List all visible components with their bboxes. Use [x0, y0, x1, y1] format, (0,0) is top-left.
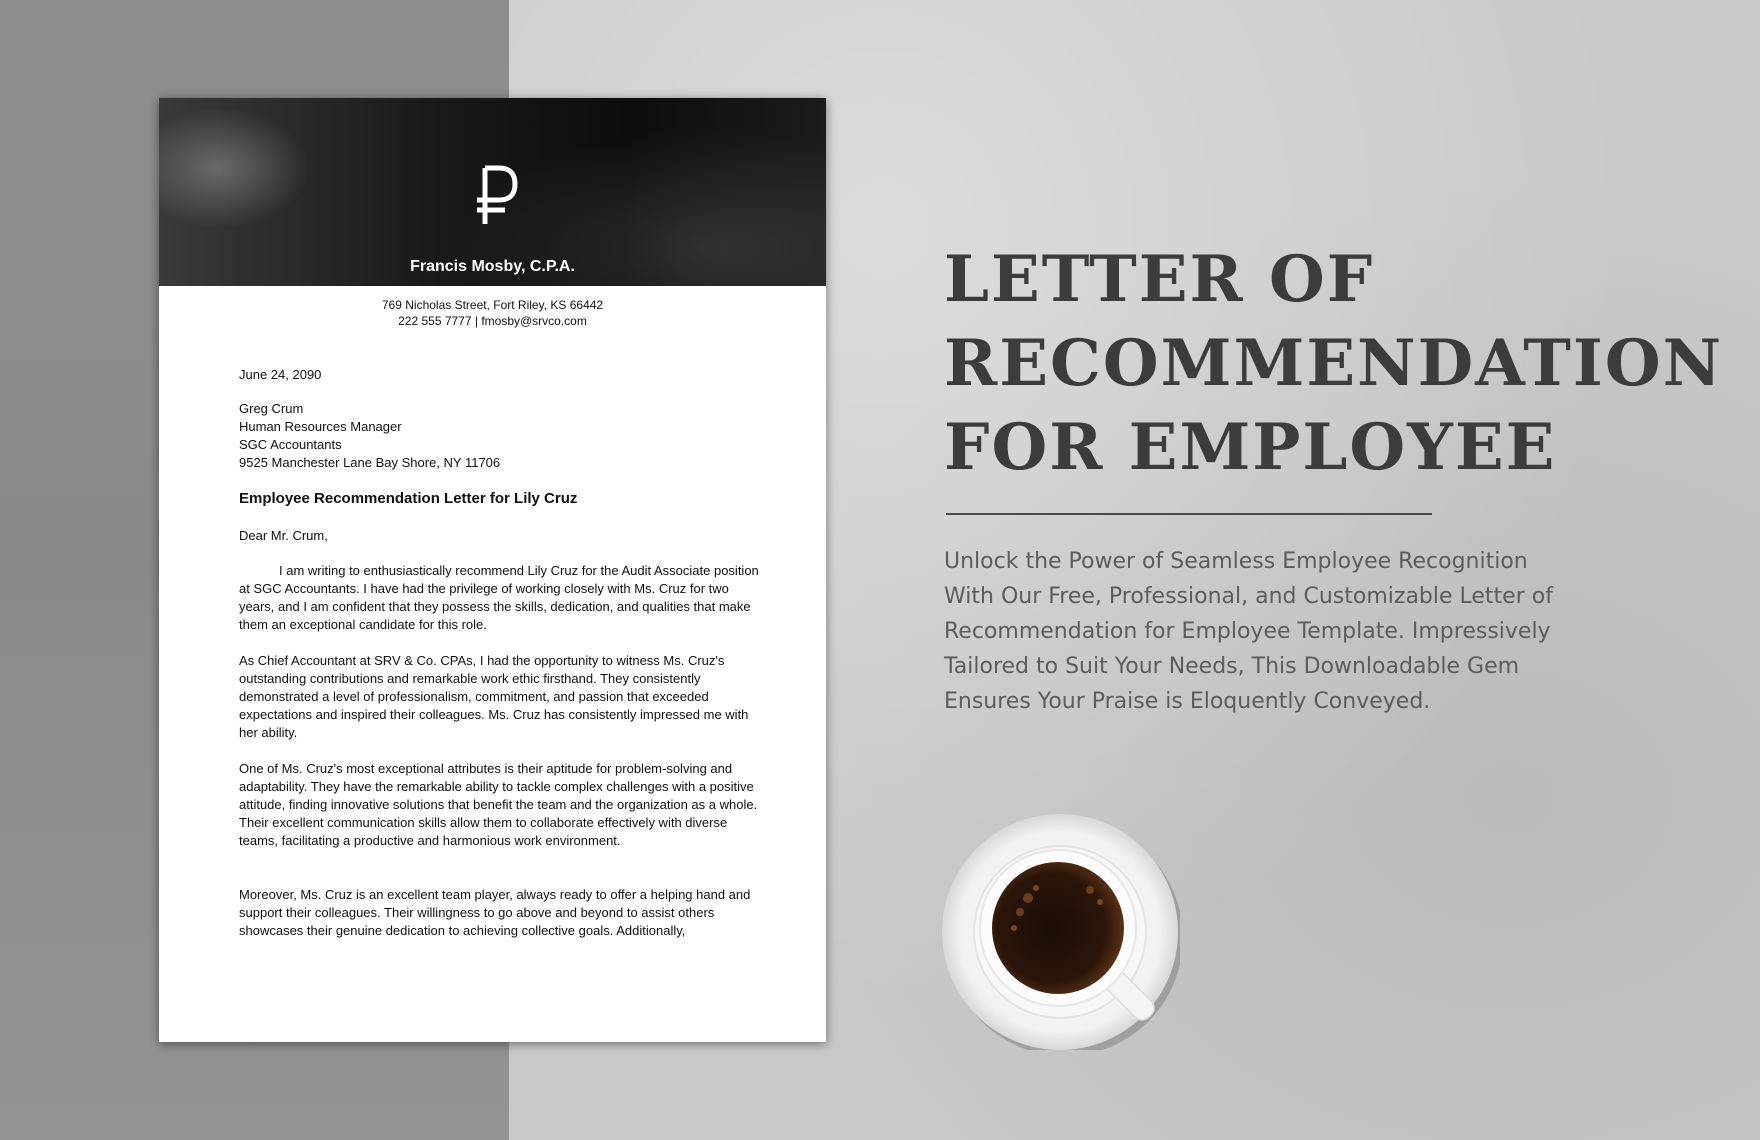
- letter-document: [159, 98, 826, 1042]
- title-divider: [946, 513, 1432, 515]
- letter-paragraph-1: I am writing to enthusiastically recommend Lily Cruz for the Audit Associate position at SGC Accountants. I have had the privilege of working closely with Ms. Cruz for two years, and I am confident that they possess the skills, dedication, and qualities that make them an exceptional candidate for this role.: [239, 563, 759, 632]
- sender-contact: 222 555 7777 | fmosby@srvco.com: [398, 314, 587, 328]
- sender-name: Francis Mosby, C.P.A.: [410, 258, 575, 275]
- letter-paragraph-3: One of Ms. Cruz's most exceptional attributes is their aptitude for problem-solving and adaptability. They have the remarkable ability to tackle complex challenges with a positive attitude, finding innovative solutions that benefit the team and the organization as a whole. Their excellent communication skills allow them to collaborate effectively with diverse teams, facilitating a productive and harmonious work environment.: [239, 761, 758, 848]
- letter-paragraph-2: As Chief Accountant at SRV & Co. CPAs, I had the opportunity to witness Ms. Cruz's outstanding contributions and remarkable work ethic firsthand. They consistently demonstrated a level of professionalism, commitment, and passion that exceeded expectations and inspired their colleagues. Ms. Cruz has consistently impressed me with her ability.: [239, 653, 749, 740]
- recipient-title: Human Resources Manager: [239, 419, 402, 434]
- recipient-company: SGC Accountants: [239, 437, 342, 452]
- coffee-cup-icon: [940, 810, 1180, 1050]
- recipient-address: 9525 Manchester Lane Bay Shore, NY 11706: [239, 455, 501, 470]
- letter-header-banner: [159, 98, 826, 286]
- letter-paragraph-4: Moreover, Ms. Cruz is an excellent team player, always ready to offer a helping hand and support their colleagues. Their willingness to go above and beyond to assist others showcases their genuine dedication to achieving collective goals. Additionally,: [239, 887, 751, 938]
- recipient-name: Greg Crum: [239, 401, 304, 416]
- letter-salutation: Dear Mr. Crum,: [239, 528, 328, 543]
- ruble-logo-icon: [471, 164, 521, 228]
- sender-address: 769 Nicholas Street, Fort Riley, KS 66442: [381, 298, 604, 312]
- letter-subject: Employee Recommendation Letter for Lily Cruz: [239, 490, 578, 507]
- promo-description: Unlock the Power of Seamless Employee Recognition With Our Free, Professional, and Customizable Letter of Recommendation for Employee Template. Impressively Tailored to Suit Your Needs, This Downloadable Gem Ensures Your Praise is Eloquently Conveyed.: [944, 549, 1553, 714]
- letter-date: June 24, 2090: [239, 367, 322, 382]
- promo-title: LETTER OF RECOMMENDATION FOR EMPLOYEE: [944, 242, 1724, 485]
